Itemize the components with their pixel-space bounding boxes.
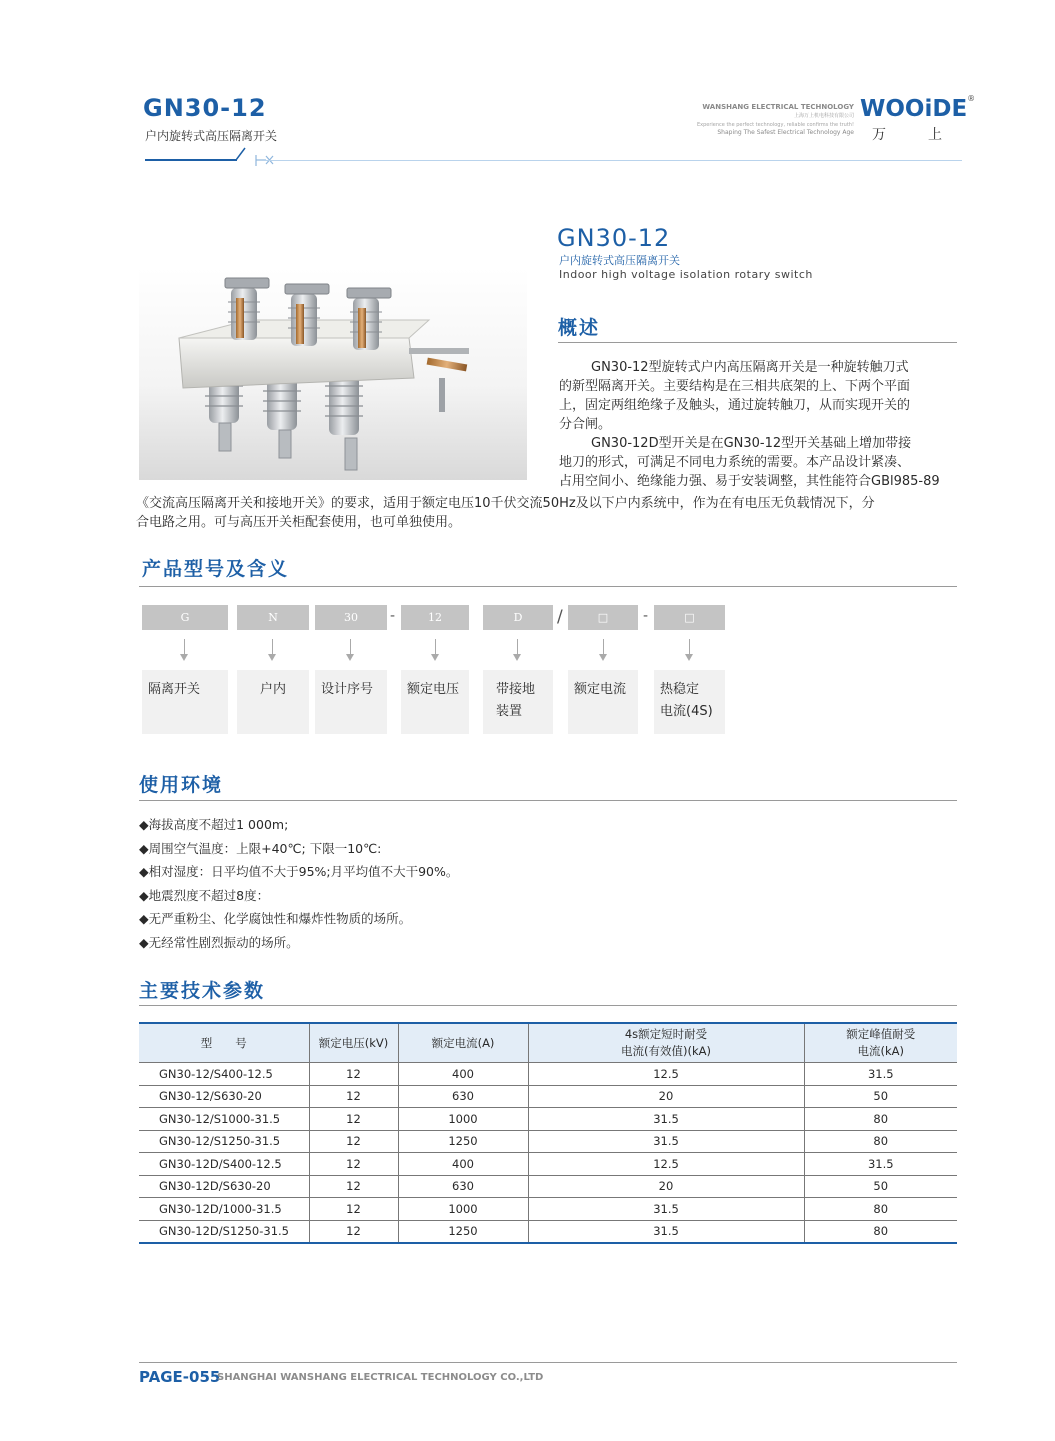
table-cell: 12.5	[528, 1153, 804, 1176]
model-meaning-rule	[139, 586, 957, 587]
column-header: 额定电流(A)	[398, 1024, 528, 1063]
table-cell: 400	[398, 1063, 528, 1086]
brand-name-cn: 上海万上机电科技有限公司	[793, 113, 854, 119]
header-rule	[262, 160, 962, 161]
logo: WOOiDE®	[860, 94, 976, 122]
arrow-down-icon	[513, 654, 521, 661]
table-cell: 12	[309, 1153, 398, 1176]
header-rule-accent	[145, 159, 237, 161]
table-cell: GN30-12D/S630-20	[139, 1175, 309, 1198]
code-description: 设计序号	[315, 670, 387, 734]
header-model: GN30-12	[143, 94, 267, 122]
arrow-down-icon	[268, 654, 276, 661]
separator: /	[557, 607, 563, 627]
brand-slogan: Shaping The Safest Electrical Technology Age	[717, 129, 854, 136]
arrow-down-icon	[685, 654, 693, 661]
table-row	[139, 1108, 957, 1131]
code-description: 带接地 装置	[483, 670, 553, 734]
arrow-down-icon	[431, 654, 439, 661]
code-box: N	[237, 605, 309, 630]
table-cell: GN30-12D/S1250-31.5	[139, 1220, 309, 1242]
arrow-line	[517, 639, 518, 655]
table-row	[139, 1220, 957, 1242]
footer-company: SHANGHAI WANSHANG ELECTRICAL TECHNOLOGY CO.,LTD	[217, 1372, 544, 1383]
table-cell: 1000	[398, 1108, 528, 1131]
code-box: 12	[401, 605, 469, 630]
overview-paragraph-bottom: 《交流高压隔离开关和接地开关》的要求，适用于额定电压10千伏交流50Hz及以下户内系统中，作为在有电压无负载情况下，分 合电路之用。可与高压开关柜配套使用，也可单独使用。	[136, 496, 875, 530]
table-row	[139, 1153, 957, 1176]
code-description: 额定电流	[568, 670, 638, 734]
column-header: 型 号	[139, 1024, 309, 1063]
table-cell: 80	[804, 1220, 957, 1242]
brand-tagline: Experience the perfect technology, reliable confirms the truth!	[696, 122, 854, 128]
environment-rule	[139, 800, 957, 801]
table-cell: 12	[309, 1220, 398, 1242]
table-cell: 80	[804, 1198, 957, 1221]
page-number: PAGE-055	[139, 1368, 221, 1386]
code-description: 额定电压	[401, 670, 469, 734]
table-cell: 12	[309, 1198, 398, 1221]
table-cell: 50	[804, 1085, 957, 1108]
separator: -	[643, 608, 649, 624]
product-title: GN30-12	[557, 224, 671, 252]
arrow-line	[350, 639, 351, 655]
specs-heading: 主要技术参数	[139, 980, 266, 1002]
table-cell: 1000	[398, 1198, 528, 1221]
table-cell: 1250	[398, 1130, 528, 1153]
table-cell: 31.5	[804, 1063, 957, 1086]
table-cell: 630	[398, 1085, 528, 1108]
list-item: ◆周围空气温度：上限+40℃; 下限一10℃:	[139, 840, 382, 856]
arrow-line	[184, 639, 185, 655]
logo-cn: 万 上	[872, 127, 942, 143]
table-cell: 12.5	[528, 1063, 804, 1086]
table-cell: GN30-12/S630-20	[139, 1085, 309, 1108]
table-cell: 1250	[398, 1220, 528, 1242]
table-header-row	[139, 1024, 957, 1063]
list-item: ◆地震烈度不超过8度：	[139, 887, 270, 903]
table-cell: 12	[309, 1063, 398, 1086]
overview-paragraph-top: GN30-12型旋转式户内高压隔离开关是一种旋转触刀式 的新型隔离开关。主要结构是在三相共底架的上、下两个平面 上，固定两组绝缘子及触头，通过旋转触刀，从而实现开关的 分合闸。 GN30-12D型开关是在GN30-12型开关基础上增加带接 地刀的形式，可满足不同电力系统的需要。本产品设计紧凑、 占用空间小、绝缘能力强、易于安装调整，其性能符合GBl985-89	[559, 360, 940, 489]
table-cell: 630	[398, 1175, 528, 1198]
spec-table-wrap	[139, 1022, 957, 1244]
code-description: 户内	[237, 670, 309, 734]
table-row	[139, 1175, 957, 1198]
spec-table	[139, 1024, 957, 1242]
arrow-down-icon	[346, 654, 354, 661]
table-row	[139, 1130, 957, 1153]
arrow-line	[435, 639, 436, 655]
product-subtitle-cn: 户内旋转式高压隔离开关	[559, 254, 680, 267]
table-row	[139, 1085, 957, 1108]
arrow-line	[689, 639, 690, 655]
code-box: □	[568, 605, 638, 630]
header-subtitle: 户内旋转式高压隔离开关	[145, 129, 278, 143]
table-cell: 31.5	[528, 1108, 804, 1131]
code-box: □	[654, 605, 725, 630]
table-cell: 20	[528, 1175, 804, 1198]
arrow-line	[603, 639, 604, 655]
environment-list	[139, 813, 458, 954]
list-item: ◆无严重粉尘、化学腐蚀性和爆炸性物质的场所。	[139, 911, 412, 926]
environment-heading: 使用环境	[139, 774, 224, 796]
column-header: 额定峰值耐受 电流(kA)	[804, 1024, 957, 1063]
table-cell: GN30-12/S1000-31.5	[139, 1108, 309, 1131]
table-cell: 80	[804, 1130, 957, 1153]
code-box: D	[483, 605, 553, 630]
table-cell: 31.5	[804, 1153, 957, 1176]
arrow-down-icon	[180, 654, 188, 661]
table-cell: 31.5	[528, 1198, 804, 1221]
table-cell: 31.5	[528, 1220, 804, 1242]
list-item: ◆海拔高度不超过1 000m;	[139, 817, 289, 832]
table-cell: 31.5	[528, 1130, 804, 1153]
table-cell: GN30-12D/S400-12.5	[139, 1153, 309, 1176]
code-description: 热稳定 电流(4S)	[654, 670, 725, 734]
table-row	[139, 1063, 957, 1086]
product-subtitle-en: Indoor high voltage isolation rotary switch	[559, 268, 813, 281]
separator: -	[390, 608, 396, 624]
list-item: ◆无经常性剧烈振动的场所。	[139, 934, 299, 950]
arrow-line	[272, 639, 273, 655]
table-row	[139, 1198, 957, 1221]
model-meaning-heading: 产品型号及含义	[142, 558, 290, 580]
footer-rule	[139, 1362, 957, 1363]
table-cell: 12	[309, 1130, 398, 1153]
table-cell: GN30-12/S1250-31.5	[139, 1130, 309, 1153]
list-item: ◆相对湿度：日平均值不大于95%;月平均值不大干90%。	[139, 864, 459, 879]
table-cell: GN30-12/S400-12.5	[139, 1063, 309, 1086]
table-cell: 80	[804, 1108, 957, 1131]
table-cell: GN30-12D/1000-31.5	[139, 1198, 309, 1221]
product-photo	[139, 268, 527, 480]
table-cell: 12	[309, 1108, 398, 1131]
column-header: 额定电压(kV)	[309, 1024, 398, 1063]
table-cell: 12	[309, 1085, 398, 1108]
arrow-down-icon	[599, 654, 607, 661]
table-cell: 400	[398, 1153, 528, 1176]
code-box: 30	[315, 605, 387, 630]
table-cell: 12	[309, 1175, 398, 1198]
table-cell: 20	[528, 1085, 804, 1108]
specs-rule	[139, 1005, 957, 1006]
column-header: 4s额定短时耐受 电流(有效值)(kA)	[528, 1024, 804, 1063]
overview-rule	[558, 342, 957, 343]
table-cell: 50	[804, 1175, 957, 1198]
switch-symbol-icon	[236, 146, 276, 168]
code-box: G	[142, 605, 228, 630]
overview-heading: 概述	[558, 317, 601, 339]
code-description: 隔离开关	[142, 670, 228, 734]
brand-name-en: WANSHANG ELECTRICAL TECHNOLOGY	[702, 103, 854, 111]
